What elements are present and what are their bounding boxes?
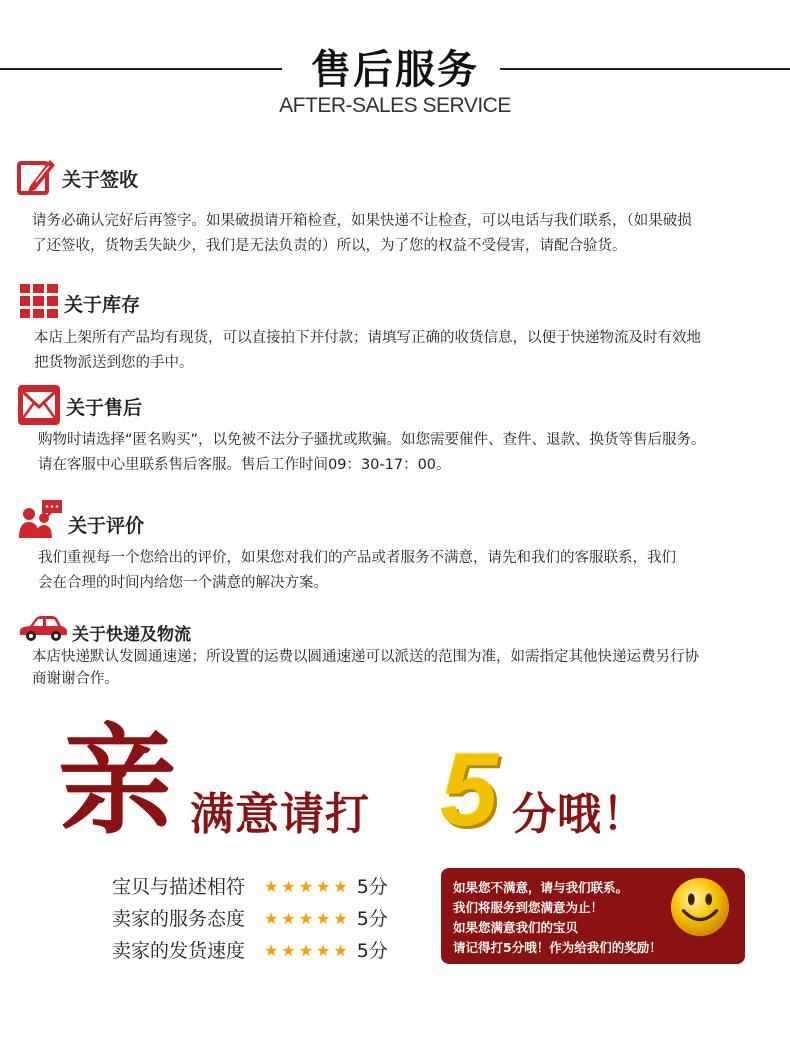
section-line: 本店快递默认发圆通速递；所设置的运费以圆通速递可以派送的范围为准，如需指定其他快递运费另行协 xyxy=(32,649,699,665)
section-line: 商谢谢合作。 xyxy=(32,671,119,687)
notice-box xyxy=(441,868,745,964)
slogan-big-char: 亲 xyxy=(58,712,177,850)
rating-score: 5分 xyxy=(356,940,388,962)
slogan-part-b: 分哦！ xyxy=(512,789,647,840)
section-line: 请务必确认完好后再签字。如果破损请开箱检查，如果快递不让检查，可以电话与我们联系，（如果破损 xyxy=(32,213,692,229)
star-icon: ★★★★★ xyxy=(264,941,351,960)
rating-score: 5分 xyxy=(356,908,388,930)
envelope-icon xyxy=(18,385,60,425)
section-line: 本店上架所有产品均有现货，可以直接拍下并付款；请填写正确的收货信息，以便于快递物流及时有效地 xyxy=(34,330,701,346)
section-line: 购物时请选择“匿名购买”，以免被不法分子骚扰或欺骗。如您需要催件、查件、退款、换货等售后服务。 xyxy=(38,432,706,448)
grid-icon xyxy=(20,284,58,318)
notice-line: 请记得打5分哦！作为给我们的奖励！ xyxy=(453,940,662,955)
slogan-number: 5 xyxy=(440,732,498,848)
notice-line: 如果您满意我们的宝贝 xyxy=(453,920,579,935)
car-icon xyxy=(18,614,68,642)
star-icon: ★★★★★ xyxy=(264,909,351,928)
star-icon: ★★★★★ xyxy=(264,877,351,896)
page-subtitle: AFTER-SALES SERVICE xyxy=(279,94,511,117)
section-title-signing: 关于签收 xyxy=(62,169,139,191)
rating-row-description xyxy=(112,872,388,899)
section-title-stock: 关于库存 xyxy=(64,294,141,316)
section-line: 会在合理的时间内给您一个满意的解决方案。 xyxy=(38,575,328,591)
section-body-shipping xyxy=(32,646,699,690)
pen-edit-icon xyxy=(16,156,56,198)
notice-line: 如果您不满意，请与我们联系。 xyxy=(453,880,629,895)
section-body-signing xyxy=(32,209,692,259)
notice-line: 我们将服务到您满意为止！ xyxy=(453,900,604,915)
rating-row-service xyxy=(112,904,388,931)
section-title-shipping: 关于快递及物流 xyxy=(72,625,191,645)
rating-row-delivery xyxy=(112,936,388,963)
page-title: 售后服务 xyxy=(311,47,479,93)
section-line: 请在客服中心里联系售后客服。售后工作时间09：30-17：00。 xyxy=(38,457,451,473)
people-chat-icon xyxy=(18,500,62,538)
section-line: 把货物派送到您的手中。 xyxy=(34,355,194,371)
section-body-review xyxy=(38,546,676,596)
section-title-aftersales: 关于售后 xyxy=(66,397,143,419)
section-line: 了还签收，货物丢失缺少，我们是无法负责的）所以，为了您的权益不受侵害，请配合验货。 xyxy=(32,238,627,254)
rating-score: 5分 xyxy=(356,876,388,898)
rating-label: 宝贝与描述相符 xyxy=(112,876,246,898)
section-body-aftersales xyxy=(38,428,706,478)
section-title-review: 关于评价 xyxy=(68,515,145,537)
rating-label: 卖家的服务态度 xyxy=(112,908,246,930)
slogan-part-a: 满意请打 xyxy=(190,789,370,840)
smiley-icon xyxy=(669,876,731,938)
rating-label: 卖家的发货速度 xyxy=(112,940,246,962)
section-line: 我们重视每一个您给出的评价，如果您对我们的产品或者服务不满意，请先和我们的客服联系，我们 xyxy=(38,550,676,566)
section-body-stock xyxy=(34,326,701,376)
